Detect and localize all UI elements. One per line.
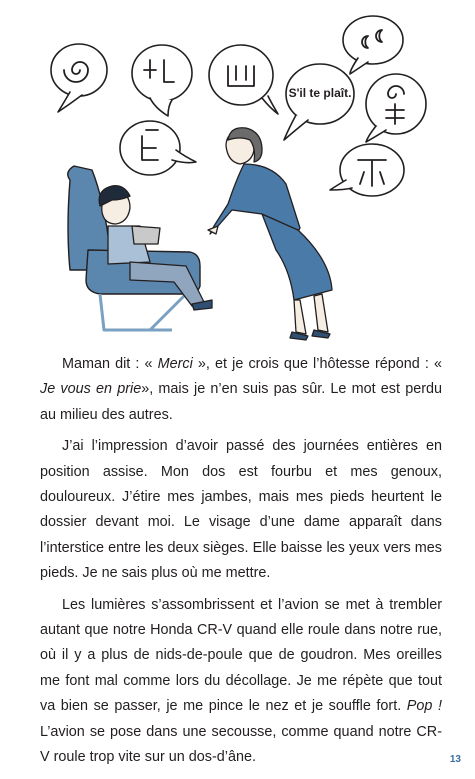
speech-bubble-moons [343, 16, 403, 74]
paragraph-italic-text: Je vous en prie [40, 381, 142, 398]
speech-bubble-glyph [366, 74, 426, 142]
paragraph-text: L’avion se pose dans une secousse, comme quand notre CR-V roule trop vite sur un dos-d’âne. [40, 723, 442, 766]
paragraph-text: Les lumières s’assombrissent et l’avion se met à trembler autant que notre Honda CR-V quand elle roule dans notre rue, où il y a plus de nids-de-poule que de goudron. Mes oreilles me font mal comme lors du décollage. Je me répète que tout va bien se passer, je me pince le nez et je souffle fort. [40, 596, 442, 715]
paragraph [40, 352, 442, 428]
body-text [40, 352, 442, 777]
speech-bubble-spiral [51, 44, 107, 112]
paragraph-text: Maman dit : « [62, 356, 158, 372]
speech-bubble-sil-te-plait [284, 64, 354, 140]
paragraph-italic-text: Pop ! [406, 698, 442, 715]
paragraph [40, 593, 442, 771]
speech-bubble-glyph [132, 45, 192, 116]
paragraph-text: J’ai l’impression d’avoir passé des journées entières en position assise. Mon dos est fourbu et mes genoux, douloureux. J’étire mes jambes, mais mes pieds heurtent le dossier devant moi. Le visage d’une dame apparaît dans l’interstice entre les deux sièges. Elle baisse les yeux vers mes pieds. Je ne sais plus où me mettre. [40, 438, 442, 582]
speech-bubble-glyph [330, 144, 404, 196]
speech-bubble-glyph [120, 121, 196, 175]
speech-bubble-glyph [209, 45, 278, 114]
paragraph-text: », mais je n’en suis pas sûr. Le mot est perdu au milieu des autres. [40, 381, 442, 423]
paragraph-text: », et je crois que l’hôtesse répond : « [192, 356, 442, 372]
paragraph-italic-text: Merci [157, 356, 193, 372]
paragraph [40, 434, 442, 586]
illustration [0, 0, 475, 350]
speech-bubble-label: S'il te plaît. [288, 86, 352, 100]
flight-attendant [208, 128, 332, 340]
page-number: 13 [449, 754, 461, 765]
